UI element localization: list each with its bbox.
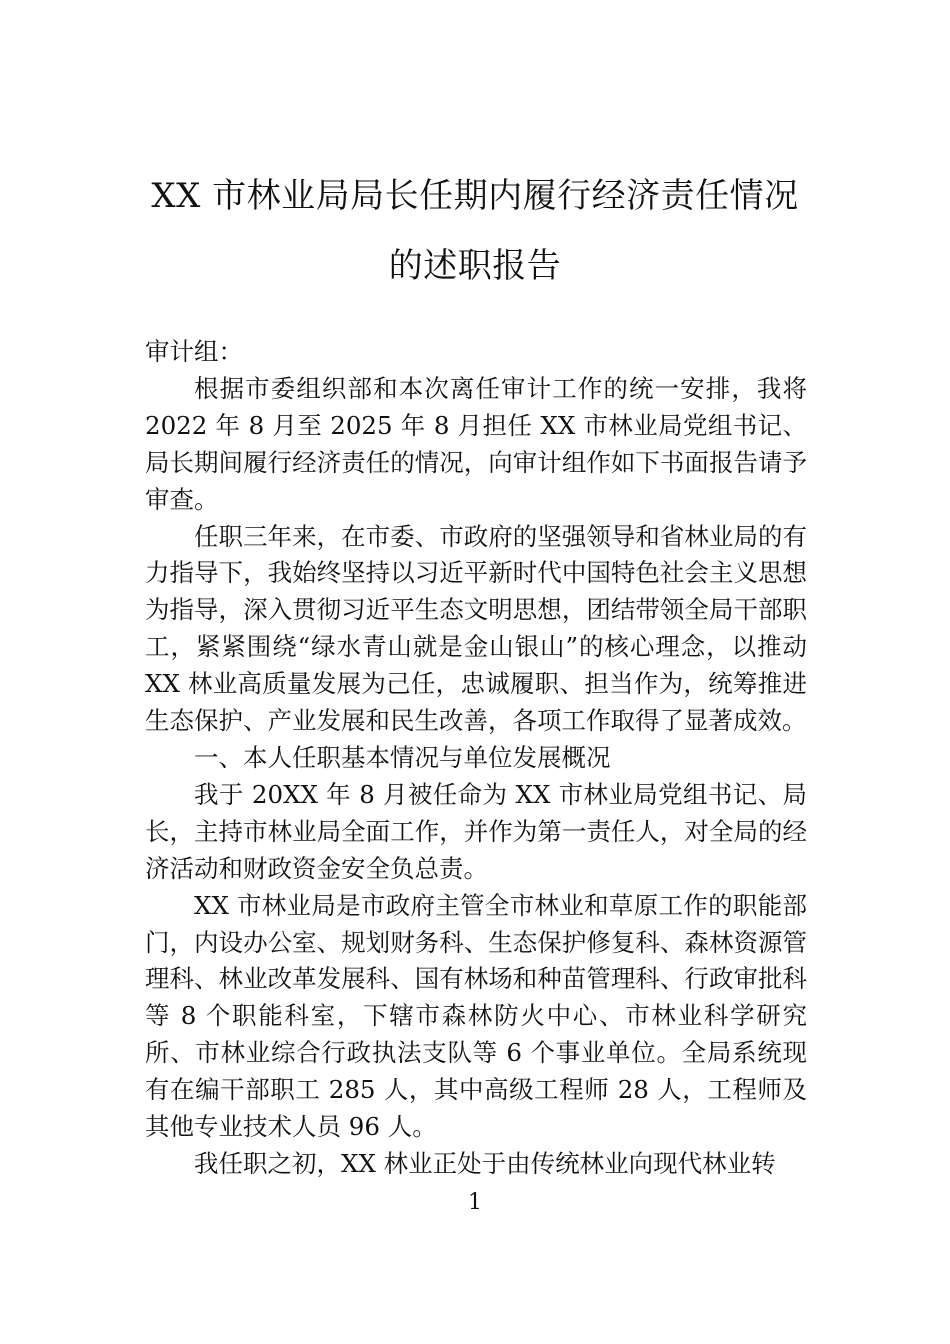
page-number: 1 [468,1190,482,1215]
paragraph-intro: 根据市委组织部和本次离任审计工作的统一安排，我将 2022 年 8 月至 2025 年 8 月担任 XX 市林业局党组书记、局长期间履行经济责任的情况，向审计组作如下书面报告请予审查。 [145,373,807,514]
paragraph-initial-state: 我任职之初，XX 林业正处于由传统林业向现代林业转 [194,1148,776,1178]
section-heading-1: 一、本人任职基本情况与单位发展概况 [194,742,611,772]
document-body [145,334,807,1183]
paragraph-organization: XX 市林业局是市政府主管全市林业和草原工作的职能部门，内设办公室、规划财务科、生态保护修复科、森林资源管理科、林业改革发展科、国有林场和种苗管理科、行政审批科等 8 个职能科室，下辖市森林防火中心、市林业科学研究所、市林业综合行政执法支队等 6 个事业单位。全局系统现有在编干部职工 285 人，其中高级工程师 28 人，工程师及其他专业技术人员 96 人。 [145,890,807,1142]
paragraph-overview: 任职三年来，在市委、市政府的坚强领导和省林业局的有力指导下，我始终坚持以习近平新时代中国特色社会主义思想为指导，深入贯彻习近平生态文明思想，团结带领全局干部职工，紧紧围绕“绿水青山就是金山银山”的核心理念，以推动 XX 林业高质量发展为己任，忠诚履职、担当作为，统筹推进生态保护、产业发展和民生改善，各项工作取得了显著成效。 [145,521,807,736]
paragraph-appointment: 我于 20XX 年 8 月被任命为 XX 市林业局党组书记、局长，主持市林业局全面工作，并作为第一责任人，对全局的经济活动和财政资金安全负总责。 [145,779,807,883]
document-title-line-2: 的述职报告 [388,246,562,286]
salutation: 审计组： [145,337,243,366]
document-title-line-1: XX 市林业局局长任期内履行经济责任情况 [151,176,799,216]
